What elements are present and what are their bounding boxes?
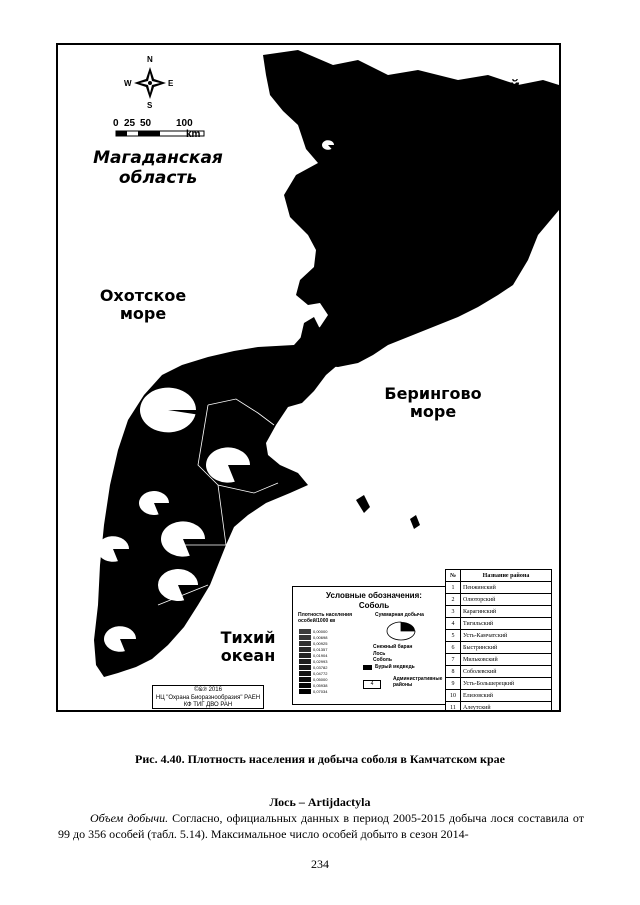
copyright-box: [152, 685, 264, 709]
district-number: 7: [446, 654, 461, 666]
district-table: [445, 569, 552, 712]
density-value: 0,00000: [313, 629, 328, 634]
copyright-org: НЦ "Охрана Биоразнообразия" РАЕН: [155, 694, 261, 701]
district-number: 4: [446, 618, 461, 630]
density-swatch: [299, 665, 311, 670]
district-name: Соболевский: [461, 666, 552, 678]
density-value: 0,05938: [313, 683, 328, 688]
district-name: Алеутский: [461, 702, 552, 713]
district-name: Мильковский: [461, 654, 552, 666]
region-label-magadan: Магаданская область: [93, 148, 223, 188]
map-legend: [292, 586, 456, 705]
table-row: [446, 666, 552, 678]
density-swatch: [299, 677, 311, 682]
compass-e: E: [168, 79, 174, 88]
density-value: 0,00698: [313, 635, 328, 640]
compass-w: W: [124, 79, 132, 88]
scale-tick-0: 0: [113, 118, 119, 129]
region-label-chukotka: Чукотский АО: [416, 77, 520, 117]
table-row: [446, 630, 552, 642]
region-label-okhotsk-sea: Охотское море: [99, 286, 187, 324]
map-figure: [56, 43, 561, 712]
table-row: [446, 582, 552, 594]
table-row: [446, 618, 552, 630]
legend-title: Условные обозначения: Соболь: [326, 591, 422, 610]
body-paragraph: [58, 810, 584, 842]
table-row: [446, 678, 552, 690]
copyright-branch: КФ ТИГ ДВО РАН: [183, 702, 233, 708]
figure-caption: Рис. 4.40. Плотность населения и добыча соболя в Камчатском крае: [135, 752, 505, 766]
district-number: 11: [446, 702, 461, 713]
district-name: Тигильский: [461, 618, 552, 630]
district-name: Быстринский: [461, 642, 552, 654]
legend-catch-bear: Бурый медведь: [375, 664, 415, 670]
region-label-pacific: Тихий океан: [220, 628, 276, 666]
region-label-bering-sea: Берингово море: [384, 384, 482, 422]
body-lead: Объем добычи.: [90, 811, 169, 825]
page-number: 234: [311, 857, 329, 871]
district-number: 3: [446, 606, 461, 618]
table-row: [446, 642, 552, 654]
district-name: Усть-Большерецкий: [461, 678, 552, 690]
density-swatch: [299, 629, 311, 634]
density-value: 0,01904: [313, 653, 328, 658]
density-value: 0,03782: [313, 665, 328, 670]
district-number: 10: [446, 690, 461, 702]
district-name: Олюторский: [461, 594, 552, 606]
scale-unit: km: [186, 129, 201, 140]
district-number: 9: [446, 678, 461, 690]
section-heading: Лось – Artijdactyla: [269, 795, 371, 809]
legend-admin-label: Административные районы: [393, 676, 443, 688]
scale-tick-50: 50: [140, 118, 152, 129]
district-number: 5: [446, 630, 461, 642]
copyright-symbols: ©&℗ 2016: [194, 687, 222, 693]
compass-rose-icon: [134, 67, 166, 99]
table-header-num: №: [446, 570, 461, 582]
density-swatch: [299, 689, 311, 694]
district-name: Карагинский: [461, 606, 552, 618]
scale-tick-100: 100: [176, 118, 193, 129]
legend-catch-moose: Лось: [373, 651, 386, 657]
legend-catch-title: Суммарная добыча: [375, 612, 424, 618]
density-swatch: [299, 659, 311, 664]
table-row: [446, 594, 552, 606]
density-swatch: [299, 653, 311, 658]
compass-s: S: [147, 101, 153, 110]
density-swatch: [299, 671, 311, 676]
legend-admin-box: 4: [363, 680, 381, 689]
legend-catch-sheep: Снежный баран: [373, 644, 413, 650]
district-name: Пенжинский: [461, 582, 552, 594]
district-number: 2: [446, 594, 461, 606]
table-row: [446, 654, 552, 666]
compass-n: N: [147, 55, 153, 64]
density-value: 0,05000: [313, 677, 328, 682]
district-number: 6: [446, 642, 461, 654]
legend-density-title: Плотность населения особей/1000 кв: [298, 612, 353, 624]
island-east-2: [410, 515, 420, 529]
legend-bear-swatch: [363, 665, 372, 670]
catch-pie: [246, 320, 270, 339]
district-name: Елизовский: [461, 690, 552, 702]
density-swatch: [299, 641, 311, 646]
table-row: [446, 690, 552, 702]
density-swatch: [299, 683, 311, 688]
district-number: 8: [446, 666, 461, 678]
density-value: 0,01357: [313, 647, 328, 652]
density-value: 0,02993: [313, 659, 328, 664]
legend-catch-sable: Соболь: [373, 657, 392, 663]
density-swatch: [299, 635, 311, 640]
density-legend-item: [299, 689, 327, 695]
district-name: Усть-Камчатский: [461, 630, 552, 642]
island-east-1: [356, 495, 370, 513]
body-text: Согласно, официальных данных в период 2005-2015 добыча лося составила от 99 до 356 особей (табл. 5.14). Максимальное число особей добыто в сезон 2014-: [58, 811, 584, 841]
scale-tick-25: 25: [124, 118, 136, 129]
legend-pie-icon: [381, 621, 421, 641]
density-swatch: [299, 647, 311, 652]
catch-pie: [140, 388, 196, 433]
district-number: 1: [446, 582, 461, 594]
density-value: 0,04772: [313, 671, 328, 676]
table-row: [446, 702, 552, 713]
table-header-name: Название района: [461, 570, 552, 582]
table-row: [446, 606, 552, 618]
density-value: 0,07034: [313, 689, 328, 694]
density-value: 0,00925: [313, 641, 328, 646]
